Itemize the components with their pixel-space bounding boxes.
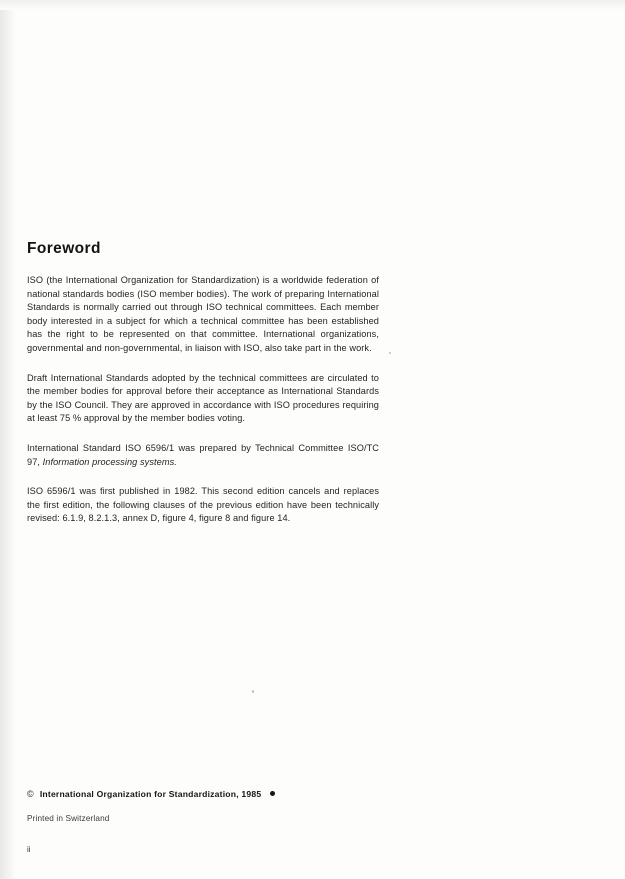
- scan-speck: [252, 690, 254, 693]
- copyright-text: International Organization for Standardization, 1985: [39, 789, 262, 799]
- page-number: ii: [27, 845, 31, 854]
- foreword-paragraph-3-lead: International Standard ISO 6596/1 was prepared by Technical Committee ISO/TC 97,: [27, 442, 379, 467]
- printed-in-text: Printed in Switzerland: [27, 814, 110, 823]
- copyright-line: [27, 789, 427, 799]
- foreword-section: [27, 240, 379, 526]
- foreword-paragraph-4: ISO 6596/1 was first published in 1982. This second edition cancels and replaces the first edition, the following clauses of the previous edition have been technically revised: 6.1.9, 8.2.1.3, annex D, figure 4, figure 8 and figure 14.: [27, 486, 379, 524]
- foreword-paragraph-1: ISO (the International Organization for Standardization) is a worldwide federation of national standards bodies (ISO member bodies). The work of preparing International Standards is normally carried out through ISO technical committees. Each member body interested in a subject for which a technical committee has been established has the right to be represented on that committee. International organizations, governmental and non-governmental, in liaison with ISO, also take part in the work.: [27, 275, 379, 353]
- bullet-icon: [270, 791, 275, 796]
- scan-edge-left: [0, 0, 16, 879]
- copyright-icon: ©: [27, 789, 34, 799]
- scan-speck: [389, 352, 391, 354]
- scan-edge-top: [0, 0, 625, 10]
- foreword-paragraph-3: [27, 442, 379, 469]
- page-title: Foreword: [27, 240, 101, 257]
- foreword-paragraph-2: Draft International Standards adopted by the technical committees are circulated to the member bodies for approval before their acceptance as International Standards by the ISO Council. They are approved in accordance with ISO procedures requiring at least 75 % approval by the member bodies voting.: [27, 372, 379, 424]
- foreword-paragraph-3-italic: Information processing systems.: [42, 456, 177, 467]
